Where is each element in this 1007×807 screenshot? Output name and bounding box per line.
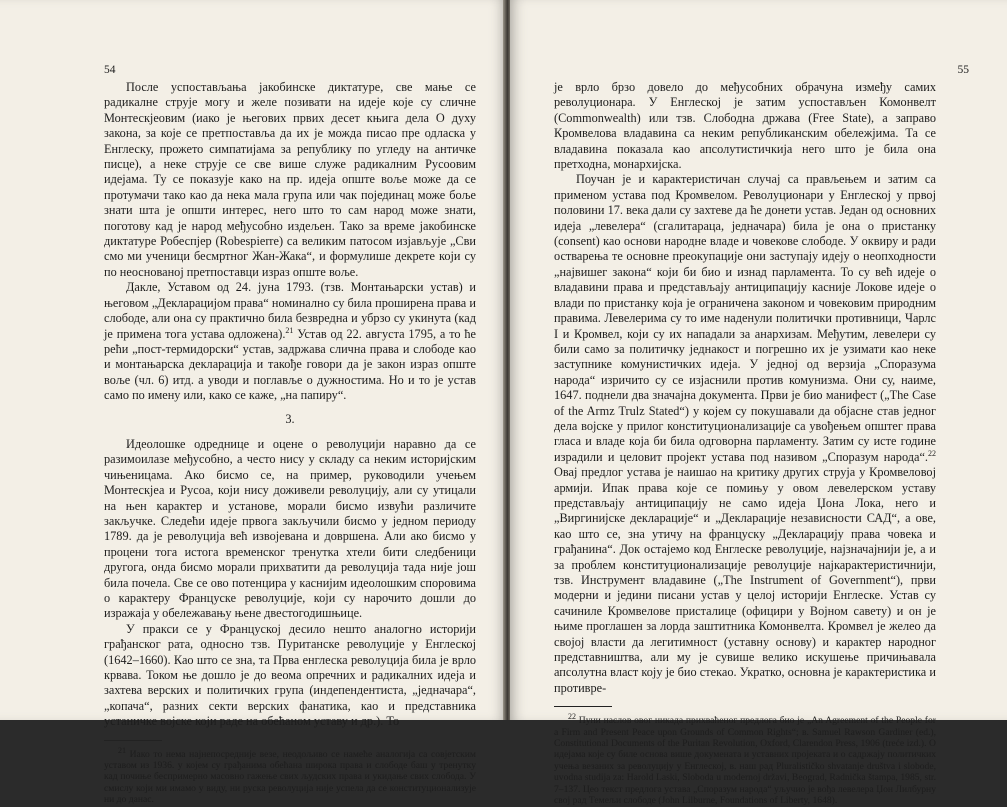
right-page-body (554, 80, 936, 807)
left-page-body (104, 80, 476, 806)
paragraph: У пракси се у Француској десило нешто аналогно историји грађанског рата, односно тзв. Пуританске револуције у Енглеској (1642–1660). Као што се зна, та Прва енглеска револуција била је врло крвава. Током ње дошло је до веома опречних и радикалних идеја и захтева верских и политичких група (индепендентиста, „једначара“, „копача“, разних секти верских фанатика, као и представника устаничке војске који раде на обећаном уставу и др.). То (104, 621, 476, 729)
page-number-right: 55 (957, 64, 969, 76)
paragraph-text: Дакле, Уставом од 24. јуна 1793. (тзв. Монтањарски устав) и његовом „Декларацијом права“ номинално су била проширена права и слободе, али она су практично била безвредна и убрзо су укинута (кад је примена тога устава одложена). (104, 280, 476, 341)
section-number: 3. (285, 411, 295, 426)
footnote-ref: 22 (928, 448, 936, 458)
footnote-ref: 21 (285, 325, 294, 335)
right-page (510, 0, 1007, 807)
footnote-number: 21 (118, 745, 126, 755)
paragraph-text: Поучан је и карактеристичан случај са прављењем и затим са применом устава под Кромвелом. Револуционари у Енглеској у првој половини 17. века дали су захтеве да ће донети устав. Један од основних идеја „левелера“ (сгалитараца, једначара) била је она о пристанку (consent) као основи народне владе и човекове слободе. У оквиру и ради остварења те основне преокупације они заступају идеју о неопходности „највишег закона“ који би био и изнад парламента. То су већ идеје о владавини права и представљају антиципацију касније Локове идеје о влади по пристанку која је ограничена законом и човековим природним правима. Левелерима су то име наденули политички противници, Чарлс I и Кромвел, који су их нападали за анархизам. Међутим, левелери су били само за политичку једнакост и погрешно их је узимати као неке заступнике комунистичких идеја. У једној од верзија „Споразума народа“ изричито су се изјаснили против комунизма. Они су, наиме, 1647. поднели два значајна документа. Први је био манифест („The Case of the Armz Trulz Stated“) у којем су покушавали да објасне став једног дела војске у прилог конституционализације са увођењем општег права гласа и владе која би била одговорна парламенту. Затим су исте године израдили и целовит пројект устава под називом „Споразум народа“. (554, 172, 936, 464)
footnote-divider (554, 706, 612, 707)
footnote (554, 712, 936, 807)
paragraph: Идеолошке одреднице и оцене о револуцији наравно да се разимоилазе међусобно, а често нису у складу са неким историјским чињеницама. Ако бисмо се, на пример, руководили учењем Монтескјеа и Русоа, који нису доживели револуцију, али су утицали на њен карактер и установе, морали бисмо извући различите закључке. Следећи идеје првога закључили бисмо у једном периоду 1789. да је револуција већ извојевана и довршена. Али ако бисмо у процени тога истога временског тренутка хтели бити следбеници другога, онда бисмо морали прихватити да револуција тада није још била почела. Све се ово потенцира у каснијим идеолошким споровима о карактеру Француске револуције, који су нарочито дошли до изражаја у обележавању њене двестогодишњице. (104, 436, 476, 621)
page-number-left: 54 (104, 64, 116, 76)
paragraph-text: Устав од 22. августа 1795, а то ће рећи „пост-термидорски“ устав, задржава слична права и слободе као и монтањарска декларација и такође говори да је закон израз опште воље (чл. 6) итд. а уводи и поглавље о дужностима. Но и то је устав само по имену или, како се каже, „на папиру“. (104, 326, 476, 403)
paragraph: је врло брзо довело до међусобних обрачуна између самих револуционара. У Енглеској је затим успостављен Комонвелт (Commonwealth) или тзв. Слободна држава (Free State), а заправо Кромвелова владавина са неким републиканским обележјима. Та се владавина показала као апсолутистичкија него што је била она претходна, монархијска. (554, 80, 936, 172)
paragraph (554, 172, 936, 696)
footnote (104, 745, 476, 806)
footnote-number: 22 (568, 712, 576, 722)
paragraph (104, 280, 476, 403)
paragraph-text: Овај предлог устава је наишао на критику других струја у Кромвеловој армији. Ипак права које се помињу у овом левелерском уставу представљају антиципацију не само идеја Џона Лока, него и „Виргинијске декларације“ и „Декларације независности САД“, а ове, као што се, зна утичу на француску „Декларацију права човека и грађанина“. Док остајемо код Енглеске револуције, најзначајнији је, а и за проблем конституционализације револуције најкарактеристичнији, тзв. Инструмент владавине („The Instrument of Government“), први модерни и једини писани устав у целој историји Енглеске. Устав су сачиниле Кромвелове присталице (официри у Војном савету) и он је њиме проглашен за лорда заштитника Комонвелта. Кромвел је желео да својој власти да легитимност (уставну основу) и карактер народног представништва, али му је сувише велико искушење причињавала апсолутна власт коју је био стекао. Укратко, основна је карактеристика и противре- (554, 465, 936, 695)
footnote-divider (104, 740, 162, 741)
footnote-text: Пуни наслов овог никада прихваћеног предлога био је „An Agreement of the People for a Firm and Present Peace upon Grounds of Common Rights“; в. Samuel Rawson Gardiner (ed.), Constitutional Documents of the Puritan Revolution, Oxford, Clarendon Press, 1906 (treće izd.). О идејама које су биле основа више докумената и уставних пројеката и о садржају политичких учења везаних за револуцију у Енглеској, в. наш рад Pluralističko shvatanje društva i slobode, uvodna studija za: Harold Laski, Sloboda u modernoj državi, Beograd, Radnička štampa, 1985, str. 7–137. Цео текст предлога устава „Споразум народа“ уључио је вођа левелера Џон Лилбурну свој рад Темељи слободе (John Lilburne, Foundations of Liberty, 1648). (554, 715, 936, 807)
footnote-text: Иако то нема најнепосредније везе, неодољиво се намеће аналогија са совјетским уставом из 1936. у којем су грађанима обећана широка права и слободе баш у тренутку кад почиње беспримерно масовно гажење свих људских права и укидање свих слобода. У смислу који ми имамо у виду, ни руска револуција није успела да се конституционализује ни до данас. (104, 748, 476, 806)
paragraph: После успостављања јакобинске диктатуре, све мање се радикалне струје могу и желе позивати на идеје које су сличне Монтескјеовим (иако је његових првих десет књига дела О духу закона, за које се претпоставља да их је можда писао пре одласка у Енглеску, прожето симпатијама за републику по угледу на античке писце), а неке струје се све више служе радикалним Русоовим идејама. Ту се показује како на пр. идеја опште воље може да се протумачи тако као да нека мала група или чак појединац може боље знати шта је општи интерес, него што то сам народ може знати, поготову кад је народ међусобно издељен. Тако за време јакобинске диктатуре Робеспјер (Robespierre) са великим патосом изјављује „Сви смо ми ученици бесмртног Жан-Жака“, и формулише декрете који су по неоснованој претпоставци израз опште воље. (104, 80, 476, 279)
